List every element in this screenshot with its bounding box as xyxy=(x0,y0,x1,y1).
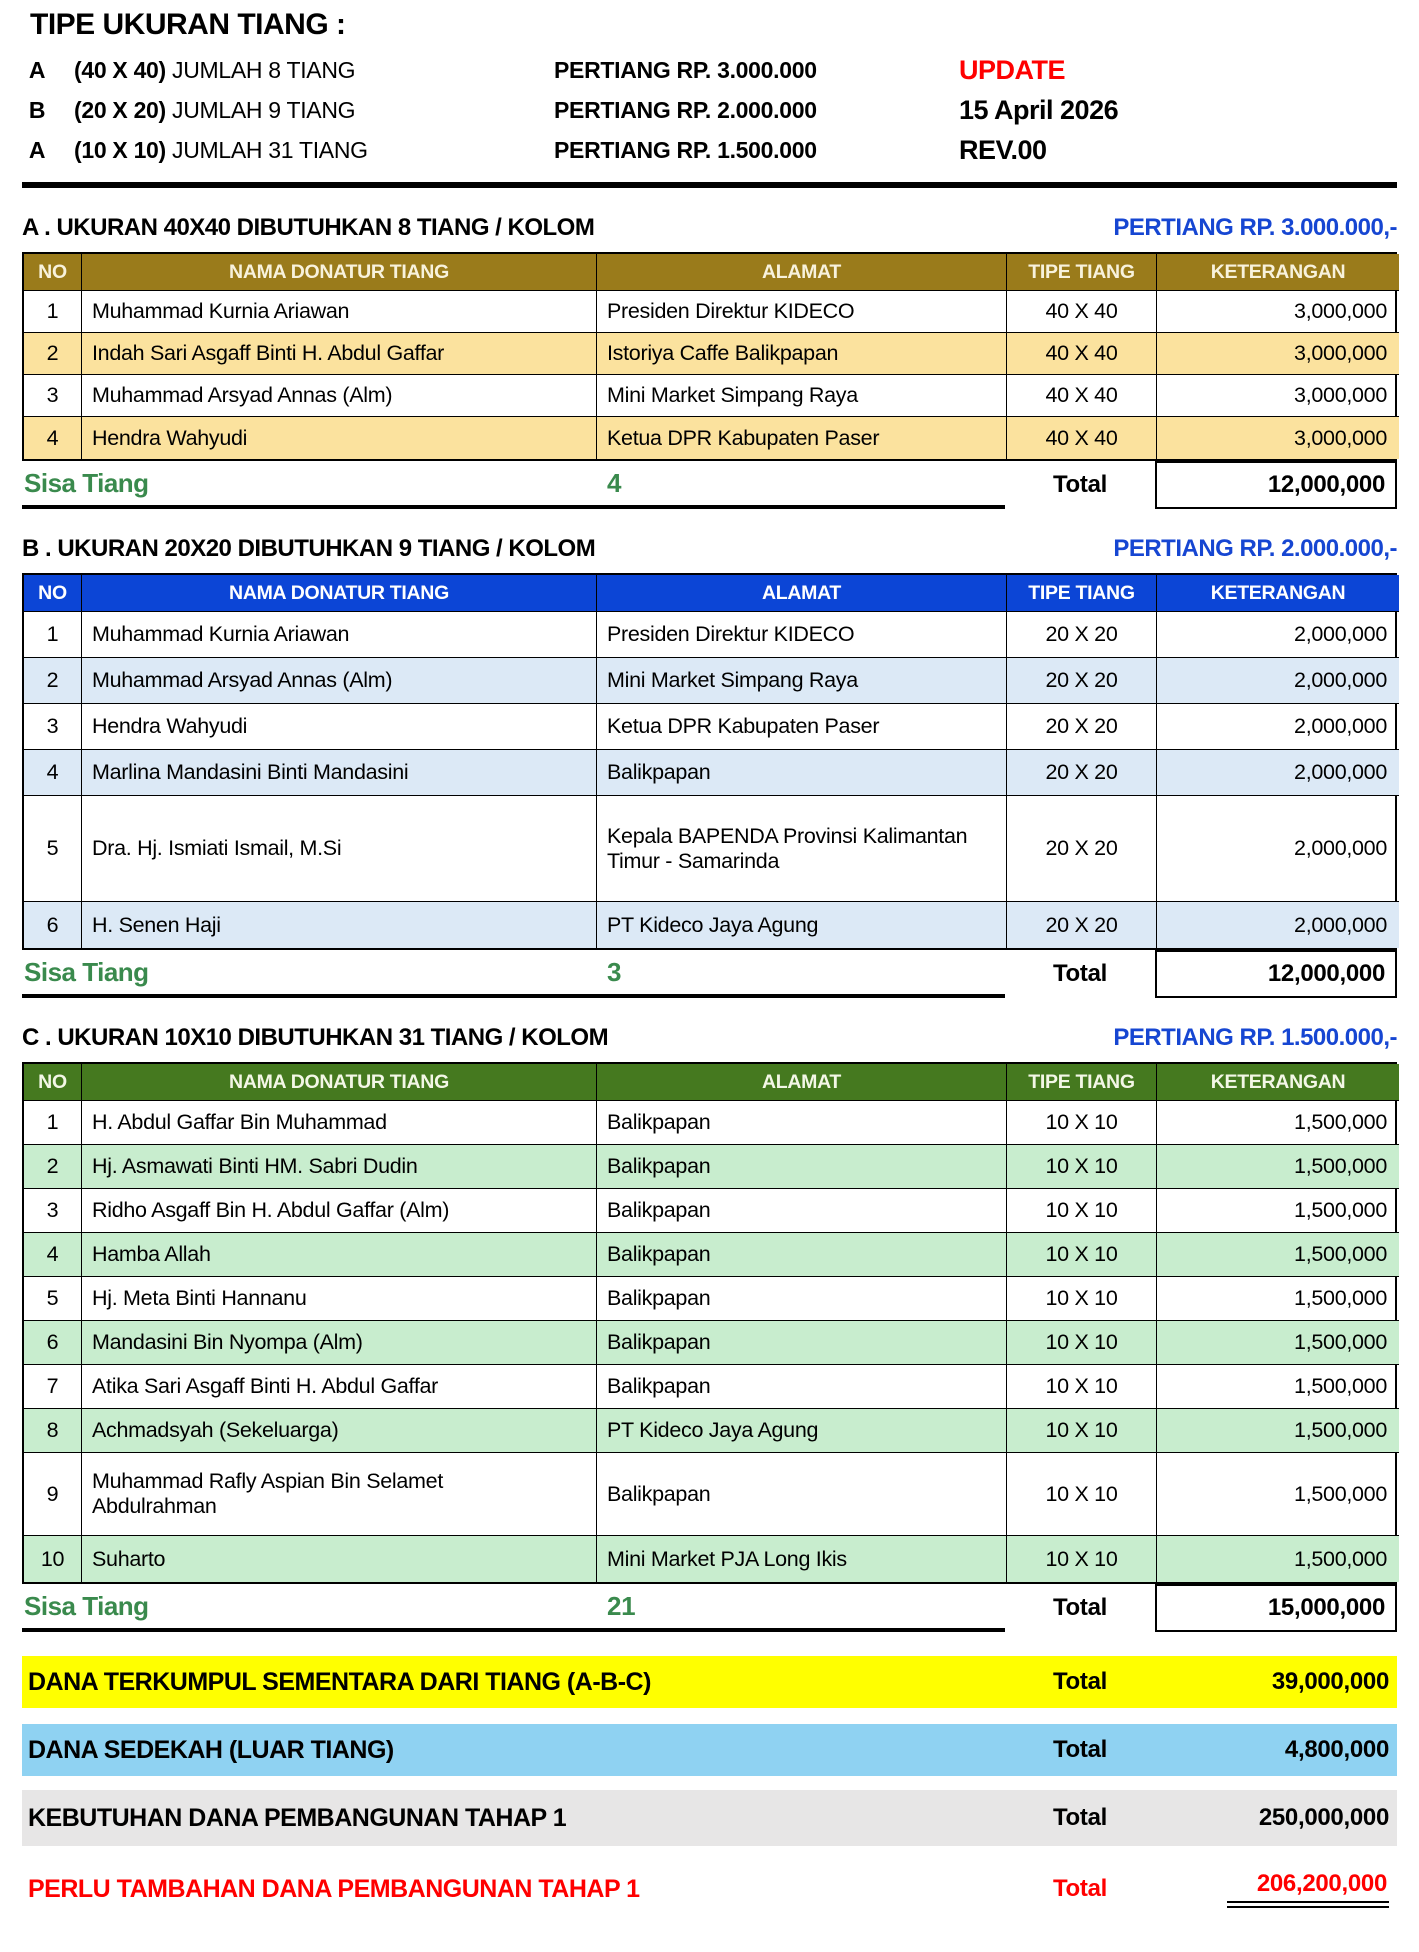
sisa-label: Sisa Tiang xyxy=(24,467,149,498)
cell-no: 7 xyxy=(24,1365,82,1409)
table-a xyxy=(22,252,1397,461)
cell-tipe: 10 X 10 xyxy=(1007,1409,1157,1453)
cell-alamat: Istoriya Caffe Balikpapan xyxy=(597,333,1007,375)
cell-tipe: 20 X 20 xyxy=(1007,612,1157,658)
cell-alamat: Mini Market Simpang Raya xyxy=(597,658,1007,704)
type-jumlah: JUMLAH 31 TIANG xyxy=(165,136,368,163)
sisa-value: 4 xyxy=(607,467,622,498)
table-row xyxy=(24,612,1395,658)
table-row xyxy=(24,1409,1395,1453)
sisa-label: Sisa Tiang xyxy=(24,1590,149,1621)
update-label: UPDATE xyxy=(959,54,1066,85)
cell-nama xyxy=(82,1189,597,1233)
cell-keterangan: 3,000,000 xyxy=(1157,291,1399,333)
section-b-pertiang: PERTIANG RP. 2.000.000,- xyxy=(1113,535,1397,562)
table-b-header-row xyxy=(24,575,1395,612)
column-header-alamat: ALAMAT xyxy=(597,254,1007,291)
total-label: Total xyxy=(1052,471,1108,498)
cell-keterangan: 2,000,000 xyxy=(1157,902,1399,948)
cell-no: 3 xyxy=(24,375,82,417)
cell-keterangan: 3,000,000 xyxy=(1157,417,1399,459)
table-row xyxy=(24,375,1395,417)
total-label: Total xyxy=(1052,1668,1108,1695)
table-c xyxy=(22,1062,1397,1584)
cell-tipe: 10 X 10 xyxy=(1007,1233,1157,1277)
total-value-underlined xyxy=(1155,1870,1397,1908)
sisa-left xyxy=(22,461,1005,509)
cell-nama xyxy=(82,1365,597,1409)
column-header-keterangan: KETERANGAN xyxy=(1157,254,1399,291)
donor-name: Muhammad Kurnia Ariawan xyxy=(92,622,350,646)
total-value: 12,000,000 xyxy=(1155,950,1397,998)
cell-no: 4 xyxy=(24,417,82,459)
cell-keterangan: 1,500,000 xyxy=(1157,1409,1399,1453)
total-label: Total xyxy=(1052,1736,1108,1763)
donor-name: Hamba Allah xyxy=(92,1242,211,1266)
cell-tipe: 10 X 10 xyxy=(1007,1365,1157,1409)
cell-no: 5 xyxy=(24,796,82,902)
sisa-row-c xyxy=(22,1584,1397,1632)
column-header-nama: NAMA DONATUR TIANG xyxy=(82,575,597,612)
cell-nama xyxy=(82,704,597,750)
cell-alamat: Kepala BAPENDA Provinsi Kalimantan Timur - Samarinda xyxy=(597,796,1007,902)
header-block xyxy=(22,8,1397,188)
table-row xyxy=(24,417,1395,459)
cell-keterangan: 1,500,000 xyxy=(1157,1277,1399,1321)
total-value: 15,000,000 xyxy=(1155,1584,1397,1632)
cell-tipe: 10 X 10 xyxy=(1007,1321,1157,1365)
cell-no: 1 xyxy=(24,612,82,658)
column-header-keterangan: KETERANGAN xyxy=(1157,575,1399,612)
cell-nama xyxy=(82,417,597,459)
type-size: (10 X 10) xyxy=(74,136,166,163)
donor-name: Hendra Wahyudi xyxy=(92,714,248,738)
total-label: Total xyxy=(1052,1804,1108,1831)
table-row xyxy=(24,1233,1395,1277)
sisa-left xyxy=(22,1584,1005,1632)
type-size-jumlah xyxy=(74,137,554,164)
cell-tipe: 20 X 20 xyxy=(1007,658,1157,704)
section-c xyxy=(22,1012,1397,1632)
cell-no: 3 xyxy=(24,704,82,750)
cell-alamat: Mini Market Simpang Raya xyxy=(597,375,1007,417)
section-a xyxy=(22,202,1397,509)
cell-no: 4 xyxy=(24,1233,82,1277)
cell-keterangan: 3,000,000 xyxy=(1157,375,1399,417)
cell-tipe: 40 X 40 xyxy=(1007,291,1157,333)
type-size-jumlah xyxy=(74,57,554,84)
section-b-title-row xyxy=(22,523,1397,563)
section-a-pertiang: PERTIANG RP. 3.000.000,- xyxy=(1113,214,1397,241)
cell-alamat: PT Kideco Jaya Agung xyxy=(597,902,1007,948)
cell-keterangan: 1,500,000 xyxy=(1157,1453,1399,1536)
cell-tipe: 20 X 20 xyxy=(1007,902,1157,948)
donor-name: Ridho Asgaff Bin H. Abdul Gaffar (Alm) xyxy=(92,1198,450,1222)
cell-nama xyxy=(82,750,597,796)
type-row-b xyxy=(22,90,1397,130)
cell-tipe: 40 X 40 xyxy=(1007,333,1157,375)
summary-label: PERLU TAMBAHAN DANA PEMBANGUNAN TAHAP 1 xyxy=(28,1874,640,1903)
cell-tipe: 20 X 20 xyxy=(1007,750,1157,796)
cell-keterangan: 1,500,000 xyxy=(1157,1233,1399,1277)
donor-name: Marlina Mandasini Binti Mandasini xyxy=(92,760,409,784)
page-title: TIPE UKURAN TIANG : xyxy=(30,8,346,41)
cell-alamat: Mini Market PJA Long Ikis xyxy=(597,1536,1007,1582)
cell-tipe: 20 X 20 xyxy=(1007,796,1157,902)
cell-alamat: Balikpapan xyxy=(597,750,1007,796)
total-value: 4,800,000 xyxy=(1284,1736,1389,1763)
cell-keterangan: 2,000,000 xyxy=(1157,704,1399,750)
table-row xyxy=(24,1365,1395,1409)
cell-keterangan: 3,000,000 xyxy=(1157,333,1399,375)
cell-tipe: 10 X 10 xyxy=(1007,1453,1157,1536)
donor-name: Atika Sari Asgaff Binti H. Abdul Gaffar xyxy=(92,1374,439,1398)
table-b xyxy=(22,573,1397,950)
cell-alamat: Balikpapan xyxy=(597,1145,1007,1189)
type-pertiang: PERTIANG RP. 3.000.000 xyxy=(554,56,817,83)
summary-label: DANA TERKUMPUL SEMENTARA DARI TIANG (A-B-C) xyxy=(28,1667,651,1696)
cell-no: 6 xyxy=(24,1321,82,1365)
cell-alamat: Ketua DPR Kabupaten Paser xyxy=(597,417,1007,459)
total-value: 39,000,000 xyxy=(1271,1668,1389,1695)
donor-name: Muhammad Kurnia Ariawan xyxy=(92,299,350,323)
column-header-nama: NAMA DONATUR TIANG xyxy=(82,1064,597,1101)
table-row xyxy=(24,1536,1395,1582)
cell-tipe: 10 X 10 xyxy=(1007,1189,1157,1233)
donor-name: Muhammad Rafly Aspian Bin Selamet Abdulrahman xyxy=(92,1469,443,1518)
cell-tipe: 10 X 10 xyxy=(1007,1536,1157,1582)
section-b-title: B . UKURAN 20X20 DIBUTUHKAN 9 TIANG / KOLOM xyxy=(22,535,596,562)
donor-name: Muhammad Arsyad Annas (Alm) xyxy=(92,668,393,692)
cell-no: 5 xyxy=(24,1277,82,1321)
cell-nama xyxy=(82,1453,597,1536)
cell-keterangan: 1,500,000 xyxy=(1157,1189,1399,1233)
total-label: Total xyxy=(1052,1594,1108,1621)
sisa-label: Sisa Tiang xyxy=(24,956,149,987)
table-row xyxy=(24,704,1395,750)
type-size-jumlah xyxy=(74,97,554,124)
type-letter: A xyxy=(28,56,46,83)
cell-nama xyxy=(82,1409,597,1453)
summary-kebutuhan-dana xyxy=(22,1790,1397,1846)
cell-keterangan: 2,000,000 xyxy=(1157,796,1399,902)
cell-alamat: PT Kideco Jaya Agung xyxy=(597,1409,1007,1453)
cell-tipe: 20 X 20 xyxy=(1007,704,1157,750)
table-row xyxy=(24,333,1395,375)
summary-dana-sedekah xyxy=(22,1724,1397,1776)
cell-nama xyxy=(82,1145,597,1189)
cell-nama xyxy=(82,658,597,704)
cell-keterangan: 2,000,000 xyxy=(1157,612,1399,658)
total-value: 206,200,000 xyxy=(1227,1870,1389,1908)
column-header-alamat: ALAMAT xyxy=(597,575,1007,612)
donor-name: Mandasini Bin Nyompa (Alm) xyxy=(92,1330,363,1354)
table-row xyxy=(24,750,1395,796)
type-jumlah: JUMLAH 8 TIANG xyxy=(165,56,356,83)
type-row-a xyxy=(22,50,1397,90)
total-label: Total xyxy=(1052,960,1108,987)
donor-name: H. Senen Haji xyxy=(92,912,221,937)
donor-name: Dra. Hj. Ismiati Ismail, M.Si xyxy=(92,836,342,860)
section-a-title-row xyxy=(22,202,1397,242)
column-header-keterangan: KETERANGAN xyxy=(1157,1064,1399,1101)
section-b xyxy=(22,523,1397,998)
cell-alamat: Presiden Direktur KIDECO xyxy=(597,291,1007,333)
cell-keterangan: 1,500,000 xyxy=(1157,1536,1399,1582)
cell-no: 2 xyxy=(24,658,82,704)
cell-no: 6 xyxy=(24,902,82,948)
column-header-tipe: TIPE TIANG xyxy=(1007,254,1157,291)
cell-alamat: Balikpapan xyxy=(597,1101,1007,1145)
cell-no: 1 xyxy=(24,291,82,333)
donor-name: Suharto xyxy=(92,1546,166,1571)
update-date: 15 April 2026 xyxy=(959,94,1119,125)
cell-nama xyxy=(82,333,597,375)
table-row xyxy=(24,1453,1395,1536)
cell-no: 10 xyxy=(24,1536,82,1582)
cell-nama xyxy=(82,291,597,333)
cell-no: 8 xyxy=(24,1409,82,1453)
sisa-row-b xyxy=(22,950,1397,998)
cell-no: 2 xyxy=(24,333,82,375)
header-divider xyxy=(22,182,1397,188)
table-row xyxy=(24,1277,1395,1321)
table-row xyxy=(24,796,1395,902)
cell-keterangan: 1,500,000 xyxy=(1157,1145,1399,1189)
table-row xyxy=(24,1101,1395,1145)
column-header-no: NO xyxy=(24,254,82,291)
table-a-header-row xyxy=(24,254,1395,291)
cell-keterangan: 1,500,000 xyxy=(1157,1365,1399,1409)
table-row xyxy=(24,1321,1395,1365)
cell-alamat: Presiden Direktur KIDECO xyxy=(597,612,1007,658)
type-pertiang: PERTIANG RP. 1.500.000 xyxy=(554,136,817,163)
column-header-no: NO xyxy=(24,1064,82,1101)
cell-no: 4 xyxy=(24,750,82,796)
cell-alamat: Balikpapan xyxy=(597,1233,1007,1277)
sisa-value: 3 xyxy=(607,956,622,987)
table-row xyxy=(24,1189,1395,1233)
column-header-tipe: TIPE TIANG xyxy=(1007,1064,1157,1101)
donor-name: H. Abdul Gaffar Bin Muhammad xyxy=(92,1110,387,1134)
cell-nama xyxy=(82,1101,597,1145)
cell-nama xyxy=(82,375,597,417)
cell-alamat: Balikpapan xyxy=(597,1277,1007,1321)
total-value: 12,000,000 xyxy=(1155,461,1397,509)
cell-tipe: 40 X 40 xyxy=(1007,417,1157,459)
type-letter: A xyxy=(28,136,46,163)
table-row xyxy=(24,291,1395,333)
cell-nama xyxy=(82,1536,597,1582)
cell-keterangan: 1,500,000 xyxy=(1157,1321,1399,1365)
sisa-left xyxy=(22,950,1005,998)
sisa-row-a xyxy=(22,461,1397,509)
column-header-tipe: TIPE TIANG xyxy=(1007,575,1157,612)
cell-nama xyxy=(82,1321,597,1365)
table-row xyxy=(24,902,1395,948)
cell-no: 3 xyxy=(24,1189,82,1233)
donor-name: Hj. Meta Binti Hannanu xyxy=(92,1286,307,1310)
revision-label: REV.00 xyxy=(959,134,1047,165)
type-size: (20 X 20) xyxy=(74,96,166,123)
section-c-pertiang: PERTIANG RP. 1.500.000,- xyxy=(1113,1024,1397,1051)
donor-name: Indah Sari Asgaff Binti H. Abdul Gaffar xyxy=(92,341,445,365)
table-row xyxy=(24,1145,1395,1189)
cell-no: 9 xyxy=(24,1453,82,1536)
cell-nama xyxy=(82,796,597,902)
donor-name: Hendra Wahyudi xyxy=(92,425,248,450)
total-value: 250,000,000 xyxy=(1258,1804,1389,1831)
total-label: Total xyxy=(1052,1875,1108,1902)
cell-no: 1 xyxy=(24,1101,82,1145)
column-header-nama: NAMA DONATUR TIANG xyxy=(82,254,597,291)
section-c-title: C . UKURAN 10X10 DIBUTUHKAN 31 TIANG / KOLOM xyxy=(22,1024,609,1051)
donor-name: Hj. Asmawati Binti HM. Sabri Dudin xyxy=(92,1154,418,1178)
type-row-c xyxy=(22,130,1397,170)
type-pertiang: PERTIANG RP. 2.000.000 xyxy=(554,96,817,123)
section-c-title-row xyxy=(22,1012,1397,1052)
column-header-alamat: ALAMAT xyxy=(597,1064,1007,1101)
cell-nama xyxy=(82,612,597,658)
donor-name: Muhammad Arsyad Annas (Alm) xyxy=(92,383,393,407)
cell-tipe: 10 X 10 xyxy=(1007,1145,1157,1189)
cell-tipe: 10 X 10 xyxy=(1007,1101,1157,1145)
sisa-value: 21 xyxy=(607,1590,636,1621)
cell-keterangan: 2,000,000 xyxy=(1157,658,1399,704)
cell-no: 2 xyxy=(24,1145,82,1189)
column-header-no: NO xyxy=(24,575,82,612)
cell-alamat: Balikpapan xyxy=(597,1321,1007,1365)
type-jumlah: JUMLAH 9 TIANG xyxy=(165,96,356,123)
donor-name: Achmadsyah (Sekeluarga) xyxy=(92,1418,339,1442)
cell-alamat: Ketua DPR Kabupaten Paser xyxy=(597,704,1007,750)
summary-label: DANA SEDEKAH (LUAR TIANG) xyxy=(28,1735,394,1764)
summary-dana-terkumpul xyxy=(22,1656,1397,1708)
section-a-title: A . UKURAN 40X40 DIBUTUHKAN 8 TIANG / KOLOM xyxy=(22,214,595,241)
cell-nama xyxy=(82,902,597,948)
summary-label: KEBUTUHAN DANA PEMBANGUNAN TAHAP 1 xyxy=(28,1803,567,1832)
table-row xyxy=(24,658,1395,704)
cell-keterangan: 1,500,000 xyxy=(1157,1101,1399,1145)
cell-nama xyxy=(82,1233,597,1277)
type-letter: B xyxy=(28,96,46,123)
cell-alamat: Balikpapan xyxy=(597,1365,1007,1409)
cell-tipe: 40 X 40 xyxy=(1007,375,1157,417)
cell-tipe: 10 X 10 xyxy=(1007,1277,1157,1321)
cell-alamat: Balikpapan xyxy=(597,1189,1007,1233)
cell-alamat: Balikpapan xyxy=(597,1453,1007,1536)
type-size: (40 X 40) xyxy=(74,56,166,83)
cell-keterangan: 2,000,000 xyxy=(1157,750,1399,796)
table-c-header-row xyxy=(24,1064,1395,1101)
summary-perlu-tambahan xyxy=(22,1866,1397,1912)
cell-nama xyxy=(82,1277,597,1321)
